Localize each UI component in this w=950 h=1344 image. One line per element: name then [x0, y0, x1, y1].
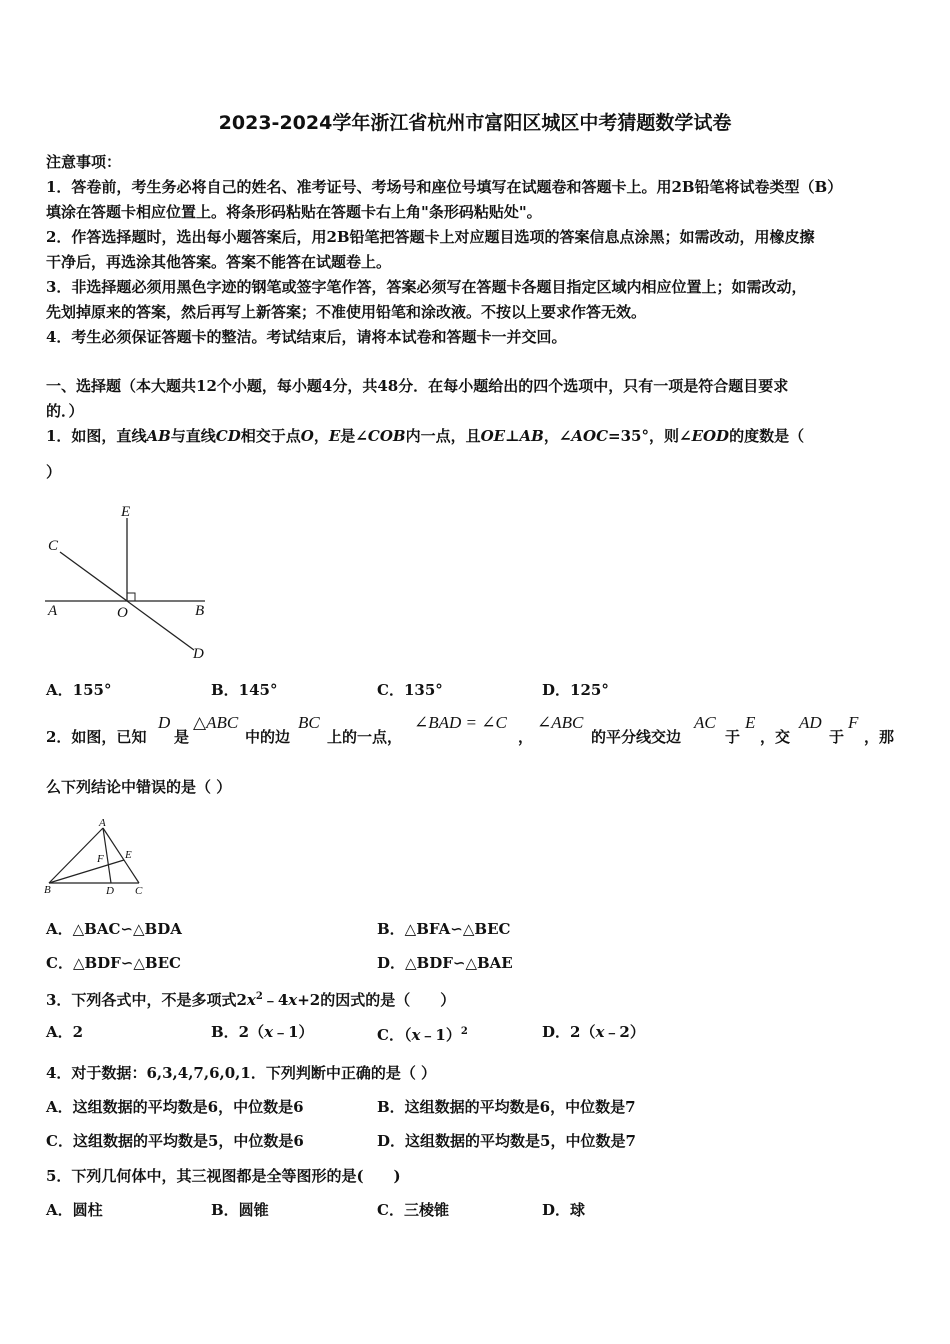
q2-option-a[interactable]: A．△BAC∽△BDA [46, 920, 182, 938]
q2-option-d[interactable]: D．△BDF∽△BAE [377, 954, 513, 972]
q3-stem: 3．下列各式中，不是多项式$2x^2﹣4x+2$的因式的是（ ） [46, 991, 456, 1009]
q5-option-b[interactable]: B．圆锥 [211, 1201, 269, 1219]
q1-option-a[interactable]: A．155° [46, 681, 112, 699]
label-e: E [125, 849, 132, 861]
notice-line: 干净后，再选涂其他答案。答案不能答在试题卷上。 [46, 253, 392, 271]
q1-option-c[interactable]: C．135° [377, 681, 443, 699]
q2-stem-line2: 么下列结论中错误的是（ ） [46, 778, 232, 796]
q3-option-b[interactable]: B．2（x﹣1） [211, 1023, 314, 1041]
q1-figure [40, 500, 220, 665]
q1-option-d[interactable]: D．125° [542, 681, 609, 699]
q1-stem-close: ） [46, 463, 62, 481]
q4-option-b[interactable]: B．这组数据的平均数是6，中位数是7 [377, 1098, 636, 1116]
q2-math: E [745, 713, 756, 732]
q2-math: AC [694, 713, 716, 732]
label-c: C [48, 538, 59, 554]
q3-option-c[interactable]: C．（x﹣1）$^2$ [377, 1026, 468, 1044]
label-f: F [97, 853, 104, 865]
segment-ad [103, 828, 111, 883]
q2-stem-part: 是 [174, 728, 190, 746]
notice-line: 先划掉原来的答案，然后再写上新答案；不准使用铅笔和涂改液。不按以上要求作答无效。 [46, 303, 647, 321]
q2-math: △ABC [193, 713, 239, 732]
notice-line: 3．非选择题必须用黑色字迹的钢笔或签字笔作答，答案必须写在答题卡各题目指定区域内相应位置上；如需改动， [46, 278, 807, 296]
q4-option-d[interactable]: D．这组数据的平均数是5，中位数是7 [377, 1132, 636, 1150]
q4-option-a[interactable]: A．这组数据的平均数是6，中位数是6 [46, 1098, 304, 1116]
label-a: A [48, 603, 58, 619]
label-o: O [117, 605, 128, 621]
q2-math: ∠BAD = ∠C [414, 713, 507, 732]
q2-math: D [158, 713, 171, 732]
q4-option-c[interactable]: C．这组数据的平均数是5，中位数是6 [46, 1132, 304, 1150]
page-title: 2023-2024学年浙江省杭州市富阳区城区中考猜题数学试卷 [218, 112, 732, 134]
q2-math: F [848, 713, 859, 732]
q4-stem: 4．对于数据：6,3,4,7,6,0,1．下列判断中正确的是（ ） [46, 1064, 437, 1082]
side-ac [103, 828, 139, 883]
label-d: D [106, 885, 114, 897]
notice-line: 2．作答选择题时，选出每小题答案后，用2B铅笔把答题卡上对应题目选项的答案信息点涂黑；如需改动，用橡皮擦 [46, 228, 815, 246]
q2-stem-part: 于 [725, 728, 741, 746]
q2-math: AD [799, 713, 822, 732]
section-heading: 一、选择题（本大题共12个小题，每小题4分，共48分．在每小题给出的四个选项中，只有一项是符合题目要求 [46, 377, 789, 395]
label-c: C [135, 885, 143, 897]
q2-stem-part: ，那 [864, 728, 895, 746]
label-d: D [193, 646, 204, 662]
q2-figure [40, 815, 150, 900]
notice-line: 1．答卷前，考生务必将自己的姓名、准考证号、考场号和座位号填写在试题卷和答题卡上。用2B铅笔将试卷类型（B） [46, 178, 843, 196]
label-a: A [99, 817, 106, 829]
label-b: B [195, 603, 205, 619]
q3-option-d[interactable]: D．2（x﹣2） [542, 1023, 645, 1041]
q2-stem-part: 上的一点， [327, 728, 403, 746]
q2-stem-part: 于 [829, 728, 845, 746]
q2-option-c[interactable]: C．△BDF∽△BEC [46, 954, 181, 972]
q5-option-d[interactable]: D．球 [542, 1201, 586, 1219]
q2-stem-part: 2．如图，已知 [46, 728, 147, 746]
notice-line: 4．考生必须保证答题卡的整洁。考试结束后，请将本试卷和答题卡一并交回。 [46, 328, 567, 346]
q2-stem-part: 的平分线交边 [591, 728, 682, 746]
q2-stem-part: ，交 [760, 728, 791, 746]
q1-option-b[interactable]: B．145° [211, 681, 278, 699]
right-angle-mark [127, 593, 135, 601]
q2-stem-part: 中的边 [245, 728, 291, 746]
q2-math: ∠ABC [537, 713, 584, 732]
label-b: B [44, 884, 51, 896]
notice-line: 填涂在答题卡相应位置上。将条形码粘贴在答题卡右上角"条形码粘贴处"。 [46, 203, 542, 221]
q5-option-c[interactable]: C．三棱锥 [377, 1201, 449, 1219]
q3-option-a[interactable]: A．2 [46, 1023, 84, 1041]
notice-heading: 注意事项： [46, 153, 122, 171]
label-e: E [121, 504, 131, 520]
q5-option-a[interactable]: A．圆柱 [46, 1201, 103, 1219]
q2-option-b[interactable]: B．△BFA∽△BEC [377, 920, 511, 938]
q1-stem: 1．如图，直线AB与直线CD相交于点O，E是∠COB内一点，且OE⊥AB，∠AOC=35°，则∠EOD的度数是（ [46, 427, 805, 445]
q5-stem: 5．下列几何体中，其三视图都是全等图形的是( ) [46, 1167, 401, 1185]
q2-math: BC [298, 713, 320, 732]
q2-stem-part: ， [518, 728, 534, 746]
section-heading-cont: 的．） [46, 402, 84, 420]
